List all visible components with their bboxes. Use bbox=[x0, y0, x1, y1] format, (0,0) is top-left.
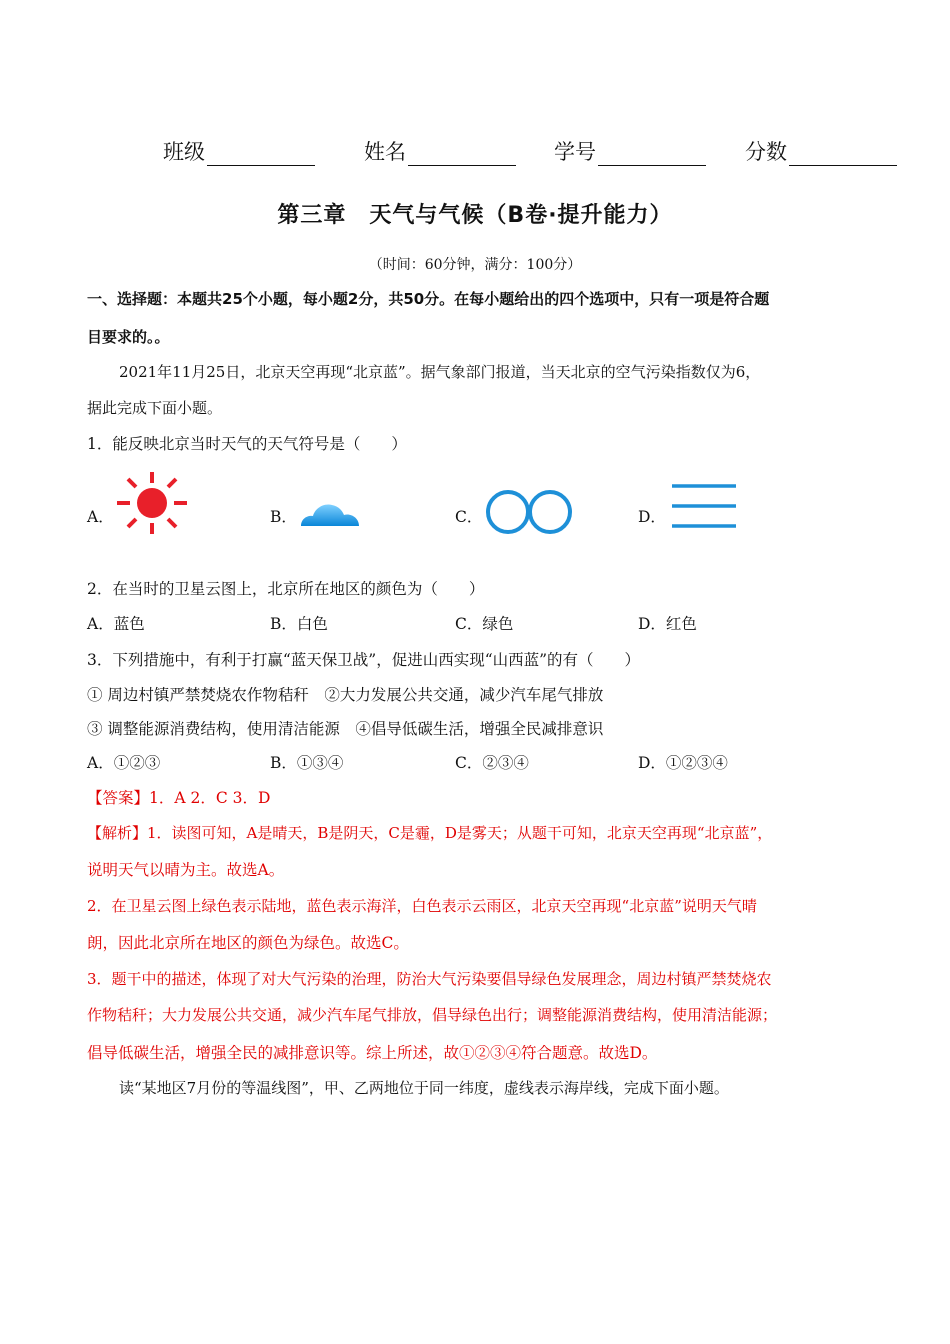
class-label: 班级 bbox=[163, 140, 205, 164]
student-id-label: 学号 bbox=[554, 140, 596, 164]
analysis-line1: 【解析】1．读图可知，A是晴天，B是阴天，C是霾，D是雾天；从题干可知，北京天空再现“北京蓝”， bbox=[87, 824, 773, 842]
q3-statements-line2: ③ 调整能源消费结构，使用清洁能源 ④倡导低碳生活，增强全民减排意识 bbox=[87, 720, 604, 738]
class-blank[interactable] bbox=[207, 141, 315, 166]
sun-icon bbox=[114, 470, 190, 536]
q3-option-c[interactable]: C．②③④ bbox=[455, 754, 529, 772]
class-field[interactable] bbox=[163, 136, 315, 166]
section-heading-line1: 一、选择题：本题共25个小题，每小题2分，共50分。在每小题给出的四个选项中，只有一项是符合题 bbox=[87, 290, 770, 308]
analysis-line2: 说明天气以晴为主。故选A。 bbox=[87, 861, 285, 879]
q2-option-b[interactable]: B．白色 bbox=[270, 615, 328, 633]
name-blank[interactable] bbox=[408, 141, 516, 166]
q3-statements-line1: ① 周边村镇严禁焚烧农作物秸秆 ②大力发展公共交通，减少汽车尾气排放 bbox=[87, 686, 604, 704]
material2-line1: 读“某地区7月份的等温线图”，甲、乙两地位于同一纬度，虚线表示海岸线，完成下面小题。 bbox=[119, 1079, 729, 1097]
student-id-blank[interactable] bbox=[598, 141, 706, 166]
q1-option-d[interactable]: D． bbox=[638, 508, 666, 526]
analysis-line4: 朗，因此北京所在地区的颜色为绿色。故选C。 bbox=[87, 934, 409, 952]
material1-line2: 据此完成下面小题。 bbox=[87, 399, 223, 417]
score-label: 分数 bbox=[745, 140, 787, 164]
q3-option-d[interactable]: D．①②③④ bbox=[638, 754, 728, 772]
q1-option-b[interactable]: B． bbox=[270, 508, 297, 526]
analysis-line6: 作物秸秆；大力发展公共交通，减少汽车尾气排放，倡导绿色出行；调整能源消费结构，使用清洁能源； bbox=[87, 1006, 778, 1024]
q3-option-b[interactable]: B．①③④ bbox=[270, 754, 344, 772]
analysis-line3: 2．在卫星云图上绿色表示陆地，蓝色表示海洋，白色表示云雨区，北京天空再现“北京蓝”说明天气晴 bbox=[87, 897, 757, 915]
q2-stem: 2．在当时的卫星云图上，北京所在地区的颜色为（ ） bbox=[87, 580, 485, 598]
double-circle-icon bbox=[484, 485, 576, 539]
cloud-icon bbox=[298, 498, 362, 528]
q1-option-a[interactable]: A． bbox=[87, 508, 114, 526]
score-blank[interactable] bbox=[789, 141, 897, 166]
page-subtitle: （时间：60分钟，满分：100分） bbox=[368, 257, 582, 273]
q3-option-a[interactable]: A．①②③ bbox=[87, 754, 161, 772]
q3-stem: 3．下列措施中，有利于打赢“蓝天保卫战”，促进山西实现“山西蓝”的有（ ） bbox=[87, 651, 641, 669]
q2-option-a[interactable]: A．蓝色 bbox=[87, 615, 145, 633]
fog-lines-icon bbox=[670, 482, 740, 532]
score-field[interactable] bbox=[745, 136, 897, 166]
student-info-row bbox=[0, 136, 950, 166]
answer-line: 【答案】1．A 2．C 3．D bbox=[87, 789, 271, 807]
q2-option-d[interactable]: D．红色 bbox=[638, 615, 697, 633]
q2-option-c[interactable]: C．绿色 bbox=[455, 615, 514, 633]
q1-stem: 1．能反映北京当时天气的天气符号是（ ） bbox=[87, 435, 407, 453]
section-heading-line2: 目要求的。。 bbox=[87, 328, 170, 346]
q1-option-c[interactable]: C． bbox=[455, 508, 483, 526]
name-field[interactable] bbox=[364, 136, 516, 166]
name-label: 姓名 bbox=[364, 140, 406, 164]
student-id-field[interactable] bbox=[554, 136, 706, 166]
material1-line1: 2021年11月25日，北京天空再现“北京蓝”。据气象部门报道，当天北京的空气污染指数仅为6， bbox=[119, 363, 761, 381]
analysis-line5: 3．题干中的描述，体现了对大气污染的治理，防治大气污染要倡导绿色发展理念，周边村镇严禁焚烧农 bbox=[87, 970, 772, 988]
analysis-line7: 倡导低碳生活，增强全民的减排意识等。综上所述，故①②③④符合题意。故选D。 bbox=[87, 1044, 658, 1062]
page-title: 第三章 天气与气候（B卷·提升能力） bbox=[277, 203, 673, 228]
